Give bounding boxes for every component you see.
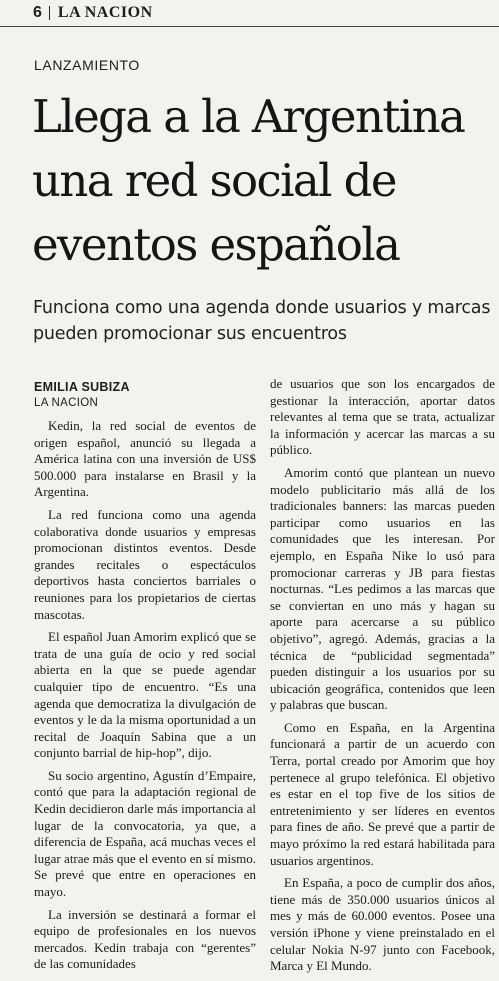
paragraph: La inversión se destinará a formar el equipo de profesionales en los nuevos mercados. Kedin trabaja con “gerentes” de las comunidades bbox=[34, 906, 256, 972]
paragraph: En España, a poco de cumplir dos años, tiene más de 350.000 usuarios únicos al mes y más de 60.000 eventos. Posee una versión iPhone y viene preinstalado en el celular Nokia N-97 junto con Facebook, Marca y El Mundo. bbox=[270, 875, 495, 974]
author-outlet: LA NACION bbox=[34, 397, 99, 409]
paragraph: La red funciona como una agenda colaborativa donde usuarios y empresas promocionan distintos eventos. Desde grandes recitales o espectáculos deportivos hasta conciertos barriales o reuniones para los propietarios de ciertas mascotas. bbox=[34, 506, 256, 622]
newspaper-name: LA NACION bbox=[57, 4, 153, 21]
headline-line: eventos española bbox=[32, 218, 400, 271]
paragraph: Su socio argentino, Agustín d’Empaire, contó que para la adaptación regional de Kedin decidieron darle más importancia al lugar de la convocatoria, ya que, a diferencia de España, acá muchas veces el lugar atrae más que el evento en sí mismo. Se prevé que entre en operaciones en mayo. bbox=[34, 767, 256, 900]
section-kicker: LANZAMIENTO bbox=[34, 57, 140, 73]
article-column-2 bbox=[270, 376, 495, 981]
headline-line: una red social de bbox=[32, 154, 396, 207]
masthead-divider bbox=[49, 6, 50, 20]
article-column-1 bbox=[34, 418, 256, 979]
headline-line: Llega a la Argentina bbox=[32, 90, 465, 143]
paragraph: Amorim contó que plantean un nuevo modelo publicitario más allá de los tradicionales banners: las marcas pueden participar como usuarios en las comunidades que les interesan. Por ejemplo, en España Nike lo usó para promocionar carreras y JB para fiestas nocturnas. “Les pedimos a las marcas que se conviertan en uno más y hagan su aporte para acercarse a su público objetivo”, agregó. Además, gracias a la técnica de “publicidad segmentada” pueden distinguir a los usuarios por su ubicación geográfica, contenidos que leen y palabras que buscan. bbox=[270, 464, 495, 713]
article-headline bbox=[32, 85, 499, 277]
author-byline: EMILIA SUBIZA bbox=[34, 380, 130, 394]
masthead bbox=[0, 0, 499, 27]
paragraph: Kedin, la red social de eventos de origen español, anunció su llegada a América latina con una inversión de US$ 500.000 para instalarse en Brasil y la Argentina. bbox=[34, 418, 256, 500]
page-number: 6 bbox=[33, 4, 42, 21]
paragraph: Como en España, en la Argentina funcionará a partir de un acuerdo con Terra, portal creado por Amorim que hoy pertenece al grupo telefónica. El objetivo es estar en el top five de los sitios de entretenimiento y ser líderes en eventos para fines de año. Se prevé que a partir de mayo próximo la red estará habilitada para usuarios argentinos. bbox=[270, 719, 495, 868]
paragraph: de usuarios que son los encargados de gestionar la interacción, aportar datos relevantes al tema que se trata, actualizar la información y acercar las marcas a su público. bbox=[270, 376, 495, 458]
paragraph: El español Juan Amorim explicó que se trata de una guía de ocio y red social abierta en la que se puede agendar cualquier tipo de encuentro. “Es una agenda que democratiza la divulgación de eventos y le da la misma oportunidad a un recital de Joaquín Sabina que a un conjunto barrial de hip-hop”, dijo. bbox=[34, 629, 256, 761]
article-subhead: Funciona como una agenda donde usuarios y marcas pueden promocionar sus encuentros bbox=[33, 298, 491, 344]
